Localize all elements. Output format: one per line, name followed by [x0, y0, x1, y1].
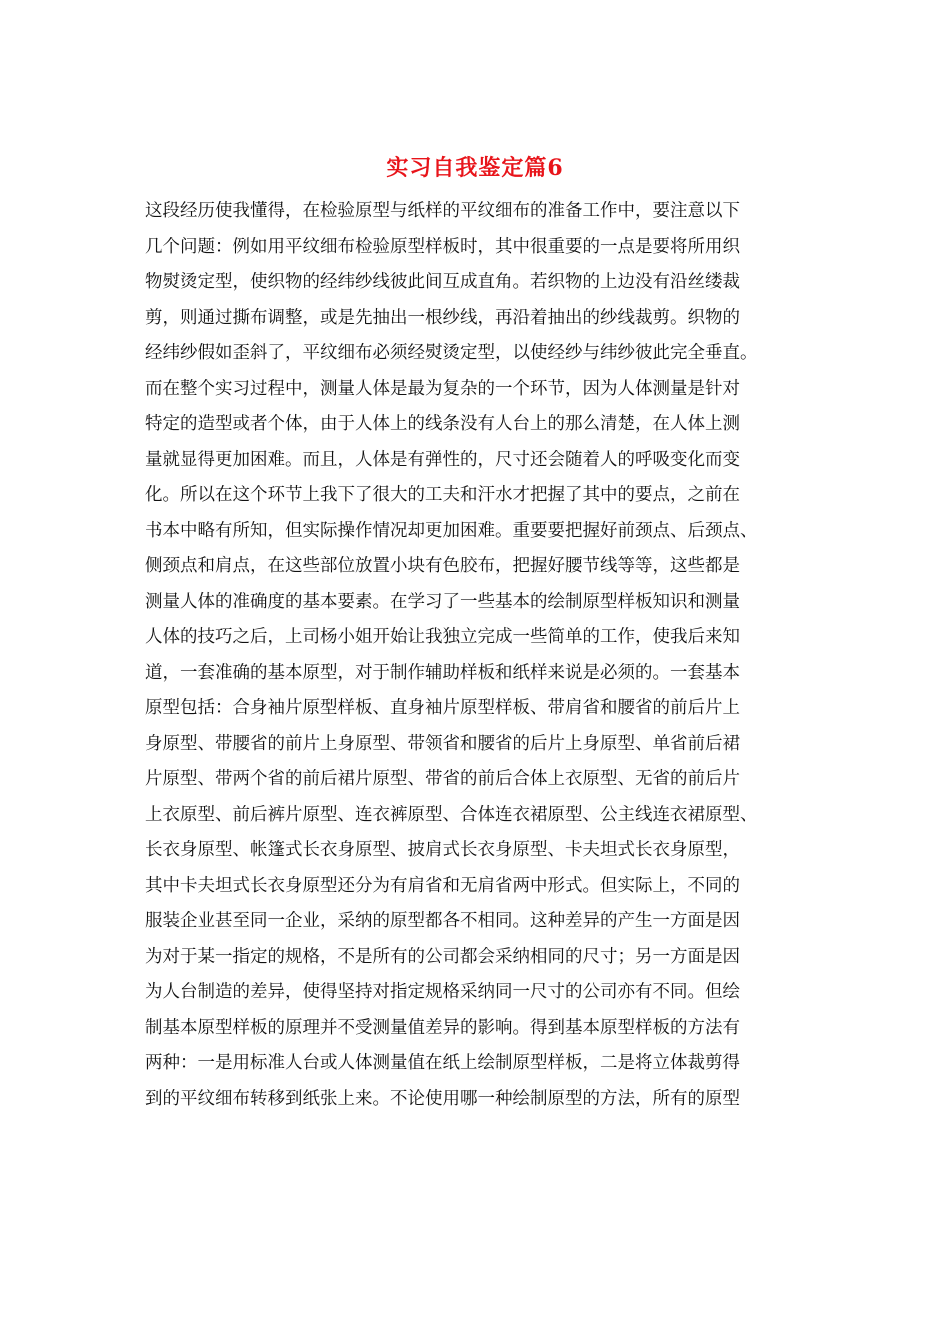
body-line: 片原型、带两个省的前后裙片原型、带省的前后合体上衣原型、无省的前后片: [145, 769, 740, 789]
document-body: [145, 194, 825, 1117]
body-line: 经纬纱假如歪斜了，平纹细布必须经熨烫定型，以使经纱与纬纱彼此完全垂直。: [145, 343, 758, 363]
body-line: 身原型、带腰省的前片上身原型、带领省和腰省的后片上身原型、单省前后裙: [145, 733, 740, 754]
body-line: 道，一套准确的基本原型，对于制作辅助样板和纸样来说是必须的。一套基本: [145, 662, 740, 683]
body-line: 侧颈点和肩点，在这些部位放置小块有色胶布，把握好腰节线等等，这些都是: [145, 556, 740, 576]
body-line: 剪，则通过撕布调整，或是先抽出一根纱线，再沿着抽出的纱线裁剪。织物的: [145, 307, 740, 328]
body-line: 到的平纹细布转移到纸张上来。不论使用哪一种绘制原型的方法，所有的原型: [145, 1088, 740, 1109]
body-line: 服装企业甚至同一企业，采纳的原型都各不相同。这种差异的产生一方面是因: [145, 911, 740, 931]
body-line: 两种：一是用标准人台或人体测量值在纸上绘制原型样板，二是将立体裁剪得: [145, 1053, 740, 1073]
body-line: 人体的技巧之后，上司杨小姐开始让我独立完成一些简单的工作，使我后来知: [145, 627, 740, 647]
body-line: 而在整个实习过程中，测量人体是最为复杂的一个环节，因为人体测量是针对: [145, 378, 740, 399]
body-line: 上衣原型、前后裤片原型、连衣裤原型、合体连衣裙原型、公主线连衣裙原型、: [145, 804, 758, 825]
body-line: 为对于某一指定的规格，不是所有的公司都会采纳相同的尺寸；另一方面是因: [145, 946, 740, 967]
body-line: 为人台制造的差异，使得坚持对指定规格采纳同一尺寸的公司亦有不同。但绘: [145, 982, 740, 1002]
body-line: 长衣身原型、帐篷式长衣身原型、披肩式长衣身原型、卡夫坦式长衣身原型，: [145, 840, 740, 860]
body-line: 其中卡夫坦式长衣身原型还分为有肩省和无肩省两中形式。但实际上，不同的: [145, 875, 740, 896]
body-line: 原型包括：合身袖片原型样板、直身袖片原型样板、带肩省和腰省的前后片上: [145, 698, 740, 718]
body-line: 这段经历使我懂得，在检验原型与纸样的平纹细布的准备工作中，要注意以下: [145, 201, 740, 221]
body-line: 制基本原型样板的原理并不受测量值差异的影响。得到基本原型样板的方法有: [145, 1017, 740, 1038]
body-line: 几个问题：例如用平纹细布检验原型样板时，其中很重要的一点是要将所用织: [145, 236, 740, 257]
body-line: 书本中略有所知，但实际操作情况却更加困难。重要要把握好前颈点、后颈点、: [145, 520, 758, 541]
body-line: 特定的造型或者个体，由于人体上的线条没有人台上的那么清楚，在人体上测: [145, 414, 740, 434]
body-line: 测量人体的准确度的基本要素。在学习了一些基本的绘制原型样板知识和测量: [145, 591, 740, 612]
body-line: 化。所以在这个环节上我下了很大的工夫和汗水才把握了其中的要点，之前在: [145, 485, 740, 505]
document-title: 实习自我鉴定篇6: [386, 155, 564, 181]
body-line: 量就显得更加困难。而且，人体是有弹性的，尺寸还会随着人的呼吸变化而变: [145, 449, 740, 470]
body-line: 物熨烫定型，使织物的经纬纱线彼此间互成直角。若织物的上边没有沿丝缕裁: [145, 272, 740, 292]
